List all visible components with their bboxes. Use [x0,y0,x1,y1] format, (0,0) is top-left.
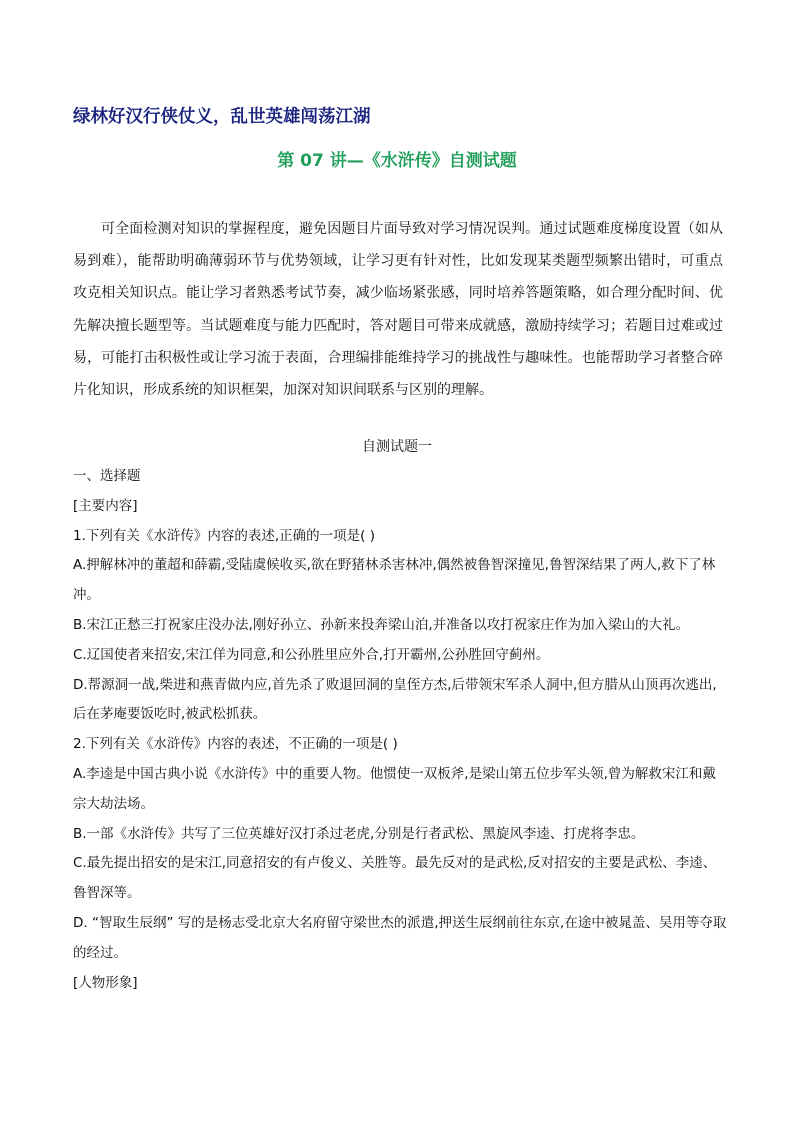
category-heading-main-content: [主要内容] [73,497,138,514]
question-2-option-d: D. “智取生辰纲” 写的是杨志受北京大名府留守梁世杰的派遣,押送生辰纲前往东京,在途中被晁盖、吴用等夺取的经过。 [73,914,727,961]
intro-paragraph: 可全面检测对知识的掌握程度，避免因题目片面导致对学习情况误判。通过试题难度梯度设置（如从易到难），能帮助明确薄弱环节与优势领域，让学习更有针对性，比如发现某类题型频繁出错时，可重点攻克相关知识点。能让学习者熟悉考试节奏，减少临场紧张感，同时培养答题策略，如合理分配时间、优先解决擅长题型等。当试题难度与能力匹配时，答对题目可带来成就感，激励持续学习；若题目过难或过易，可能打击积极性或让学习流于表面，合理编排能维持学习的挑战性与趣味性。也能帮助学习者整合碎片化知识，形成系统的知识框架，加深对知识间联系与区别的理解。 [73,221,723,399]
question-2-stem: 2.下列有关《水浒传》内容的表述，不正确的一项是( ) [73,736,398,753]
question-1-option-a: A.押解林冲的董超和薛霸,受陆虞候收买,欲在野猪林杀害林冲,偶然被鲁智深撞见,鲁智深结果了两人,救下了林冲。 [73,557,716,604]
question-2-option-c: C.最先提出招安的是宋江,同意招安的有卢俊义、关胜等。最先反对的是武松,反对招安的主要是武松、李逵、鲁智深等。 [73,855,717,902]
question-1-option-d: D.帮源洞一战,柴进和燕青做内应,首先杀了败退回洞的皇侄方杰,后带领宋军杀人洞中,但方腊从山顶再次逃出,后在茅庵要饭吃时,被武松抓获。 [73,676,717,723]
part-heading: 一、选择题 [73,468,141,484]
question-1-option-b: B.宋江正愁三打祝家庄没办法,刚好孙立、孙新来投奔梁山泊,并准备以攻打祝家庄作为加入梁山的大礼。 [73,616,690,633]
section-title: 自测试题一 [362,439,432,455]
category-heading-character: [人物形象] [73,974,138,991]
header-banner: 绿林好汉行侠仗义，乱世英雄闯荡江湖 [73,107,371,127]
lesson-title: 第 07 讲—《水浒传》自测试题 [277,151,517,171]
questions-block [73,462,727,998]
question-1-stem: 1.下列有关《水浒传》内容的表述,正确的一项是( ) [73,527,375,544]
question-2-option-b: B.一部《水浒传》共写了三位英雄好汉打杀过老虎,分别是行者武松、黑旋风李逵、打虎将李忠。 [73,825,645,842]
question-1-option-c: C.辽国使者来招安,宋江佯为同意,和公孙胜里应外合,打开霸州,公孙胜回守蓟州。 [73,646,550,663]
question-2-option-a: A.李逵是中国古典小说《水浒传》中的重要人物。他惯使一双板斧,是梁山第五位步军头领,曾为解救宋江和戴宗大劫法场。 [73,765,716,812]
